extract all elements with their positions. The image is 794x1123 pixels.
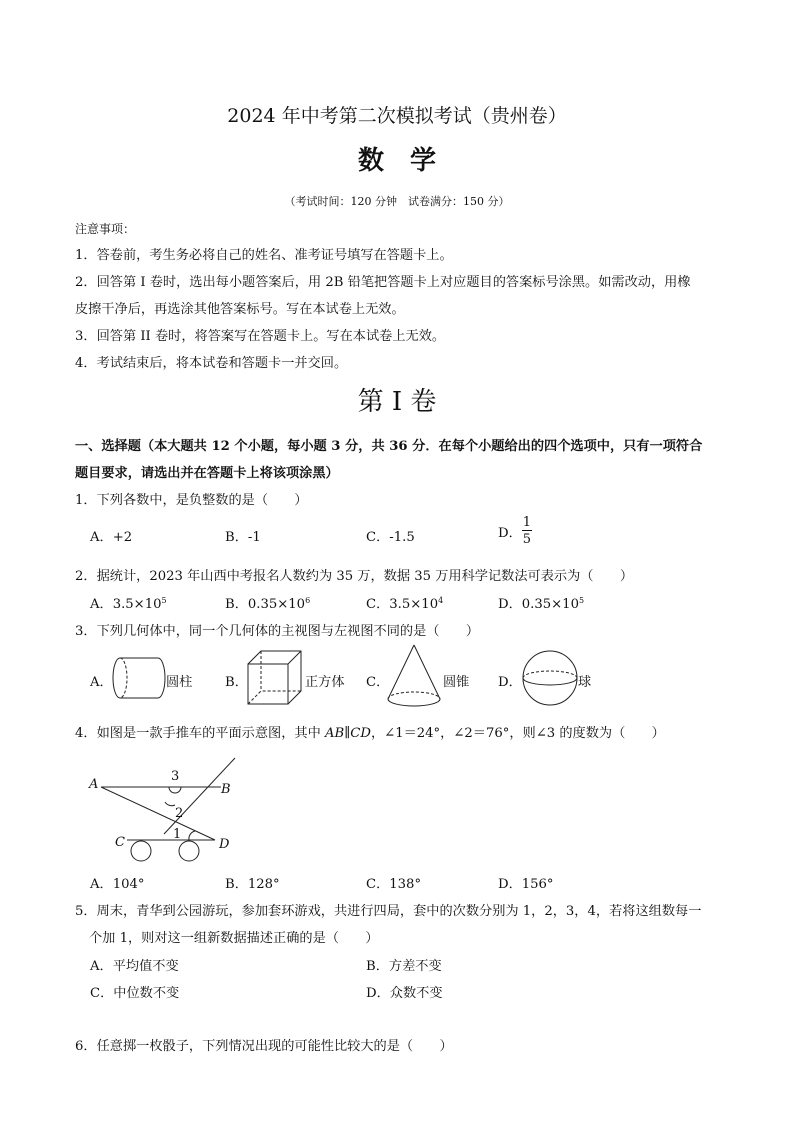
notice-item-2: 2．回答第 I 卷时，选出每小题答案后，用 2B 铅笔把答题卡上对应题目的答案标号涂黑。如需改动，用橡: [75, 275, 691, 290]
q4-stem-suffix: ，∠1＝24°，∠2＝76°，则∠3 的度数为（ ）: [370, 726, 665, 741]
section-heading-line2: 题目要求，请选出并在答题卡上将该项涂黑）: [75, 466, 339, 481]
point-b-label: B: [221, 782, 231, 797]
q2-option-a-base: A．3.5×10: [90, 597, 162, 612]
point-a-label: A: [89, 777, 99, 792]
q3-option-b-name: 正方体: [305, 675, 345, 690]
q3-option-b-label: B．: [225, 675, 248, 690]
notice-item-4: 4．考试结束后，将本试卷和答题卡一并交回。: [75, 356, 348, 371]
q3-option-a-name: 圆柱: [166, 675, 193, 690]
cylinder-figure: [112, 655, 168, 701]
q2-option-c: [366, 593, 443, 612]
q2-option-c-base: C．3.5×10: [366, 597, 439, 612]
question-5-stem-line2: 个加 1，则对这一组新数据描述正确的是（ ）: [89, 931, 379, 946]
q4-parallel-symbol: ∥: [344, 726, 351, 741]
point-c-label: C: [115, 835, 125, 850]
q1-option-d-label: D．: [498, 525, 522, 541]
q2-option-d-exponent: 5: [578, 596, 585, 605]
q4-segment-cd: CD: [350, 726, 371, 741]
q4-segment-ab: AB: [324, 726, 345, 741]
q3-option-c-label: C．: [366, 675, 390, 690]
section-heading-line1: 一、选择题（本大题共 12 个小题，每小题 3 分，共 36 分．在每个小题给出的四个选项中，只有一项符合: [75, 439, 703, 454]
q2-option-c-exponent: 4: [438, 596, 444, 605]
angle-1-label: 1: [173, 827, 182, 842]
point-d-label: D: [219, 837, 230, 852]
fraction-numerator: 1: [522, 515, 532, 530]
notice-item-1: 1．答卷前，考生务必将自己的姓名、准考证号填写在答题卡上。: [75, 248, 453, 263]
angle-3-label: 3: [171, 769, 180, 784]
sphere-figure: [522, 650, 580, 708]
q2-option-d-base: D．0.35×10: [498, 597, 579, 612]
q3-option-c-name: 圆锥: [443, 675, 470, 690]
q3-option-d-label: D．: [498, 675, 522, 690]
fraction-denominator: 5: [522, 532, 532, 547]
exam-info: （考试时间：120 分钟 试卷满分：150 分）: [284, 195, 510, 208]
subject-title: 数学: [357, 146, 462, 176]
exam-title: 2024 年中考第二次模拟考试（贵州卷）: [227, 105, 567, 127]
notice-item-2-cont: 皮擦干净后，再选涂其他答案标号。写在本试卷上无效。: [75, 302, 405, 317]
part-title: 第 I 卷: [357, 387, 437, 417]
q5-option-c: C．中位数不变: [90, 986, 180, 1001]
cone-figure: [385, 643, 443, 709]
cart-diagram: [85, 755, 255, 870]
q1-option-b: B．-1: [225, 530, 261, 545]
q5-option-b: B．方差不变: [366, 959, 442, 974]
cube-figure: [247, 650, 305, 706]
q3-option-d-name: 球: [578, 675, 592, 690]
q2-option-b-base: B．0.35×10: [225, 597, 306, 612]
question-2-stem: 2．据统计，2023 年山西中考报名人数约为 35 万，数据 35 万用科学记数法可表示为（ ）: [75, 569, 634, 584]
q4-option-b: B．128°: [225, 877, 280, 892]
question-5-stem-line1: 5．周末，青华到公园游玩，参加套环游戏，共进行四局，套中的次数分别为 1，2，3，4，若将这组数每一: [75, 904, 702, 919]
q1-option-c: C．-1.5: [366, 530, 415, 545]
q5-option-a: A．平均值不变: [90, 959, 179, 974]
q2-option-b-exponent: 6: [305, 596, 311, 605]
q4-option-a: A．104°: [90, 877, 145, 892]
fraction: [522, 516, 532, 546]
notice-item-3: 3．回答第 II 卷时，将答案写在答题卡上。写在本试卷上无效。: [75, 329, 446, 344]
q1-option-a: A．+2: [90, 530, 133, 545]
q2-option-b: [225, 593, 310, 612]
question-3-stem: 3．下列几何体中，同一个几何体的主视图与左视图不同的是（ ）: [75, 624, 480, 639]
q1-option-d: [498, 516, 532, 546]
q2-option-a-exponent: 5: [161, 596, 167, 605]
notice-heading: 注意事项：: [75, 222, 136, 236]
q4-option-d: D．156°: [498, 877, 554, 892]
question-4-stem: [75, 722, 665, 741]
question-1-stem: 1．下列各数中，是负整数的是（ ）: [75, 493, 308, 508]
q2-option-d: [498, 593, 584, 612]
q5-option-d: D．众数不变: [366, 986, 443, 1001]
q2-option-a: [90, 593, 167, 612]
q4-stem-prefix: 4．如图是一款手推车的平面示意图，其中: [75, 726, 325, 741]
q4-option-c: C．138°: [366, 877, 422, 892]
angle-2-label: 2: [175, 806, 184, 821]
q3-option-a-label: A．: [90, 675, 113, 690]
question-6-stem: 6．任意掷一枚骰子，下列情况出现的可能性比较大的是（ ）: [75, 1039, 453, 1054]
